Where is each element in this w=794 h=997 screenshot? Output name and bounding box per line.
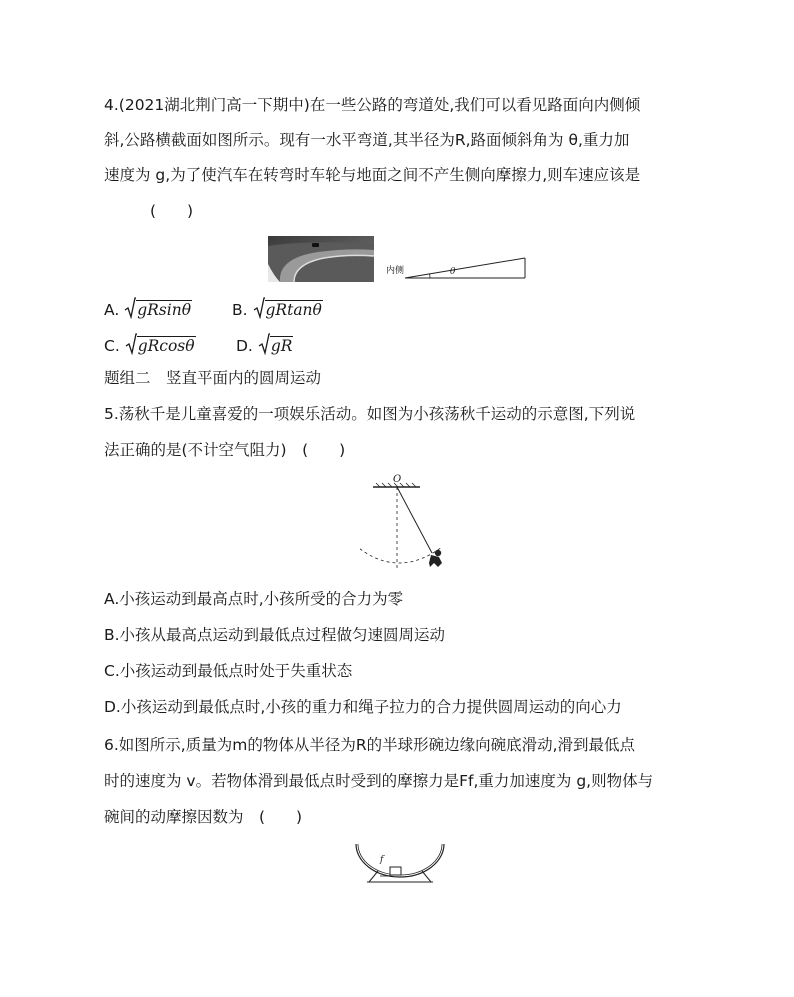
q5-option-a[interactable]: A.小孩运动到最高点时,小孩所受的合力为零: [104, 590, 404, 608]
q4-option-b[interactable]: [232, 297, 323, 324]
q4-option-c[interactable]: [104, 333, 196, 360]
pivot-o-label: O: [393, 474, 402, 485]
option-letter: D.: [236, 337, 253, 355]
q5-line-2: 法正确的是(不计空气阻力) ( ): [104, 441, 346, 459]
hemispherical-bowl-diagram: [350, 840, 450, 885]
option-letter: A.: [104, 301, 120, 319]
q4-line-2: 斜,公路横截面如图所示。现有一水平弯道,其半径为R,路面倾斜角为 θ,重力加: [104, 131, 630, 149]
q6-line-3: 碗间的动摩擦因数为 ( ): [104, 808, 303, 826]
q4-line-1: 4.(2021湖北荆门高一下期中)在一些公路的弯道处,我们可以看见路面向内侧倾: [104, 96, 641, 114]
q6-line-2: 时的速度为 v。若物体滑到最低点时受到的摩擦力是Ff,重力加速度为 g,则物体与: [104, 772, 654, 790]
option-letter: B.: [232, 301, 248, 319]
friction-f-label: f: [380, 855, 384, 865]
option-expression: gRcosθ: [137, 337, 195, 355]
sqrt-icon: [125, 333, 137, 360]
q4-answer-blank: ( ): [150, 202, 194, 220]
q4-option-d[interactable]: [236, 333, 293, 360]
q6-line-1: 6.如图所示,质量为m的物体从半径为R的半球形碗边缘向碗底滑动,滑到最低点: [104, 736, 636, 754]
q5-line-1: 5.荡秋千是儿童喜爱的一项娱乐活动。如图为小孩荡秋千运动的示意图,下列说: [104, 405, 636, 423]
option-expression: gRsinθ: [137, 301, 192, 319]
group-2-heading: 题组二 竖直平面内的圆周运动: [104, 369, 322, 387]
swing-diagram: [360, 475, 460, 575]
sqrt-icon: [124, 297, 136, 324]
inner-side-label: 内侧: [386, 266, 405, 276]
q4-option-a[interactable]: [104, 297, 192, 324]
option-letter: C.: [104, 337, 120, 355]
angle-theta-label: θ: [450, 267, 456, 277]
q5-option-c[interactable]: C.小孩运动到最低点时处于失重状态: [104, 662, 353, 680]
q5-option-d[interactable]: D.小孩运动到最低点时,小孩的重力和绳子拉力的合力提供圆周运动的向心力: [104, 698, 622, 716]
road-curve-photo: [268, 236, 374, 282]
q5-option-b[interactable]: B.小孩从最高点运动到最低点过程做匀速圆周运动: [104, 626, 446, 644]
sqrt-icon: [253, 297, 265, 324]
sqrt-icon: [258, 333, 270, 360]
road-cross-section-diagram: [385, 256, 530, 282]
option-expression: gR: [270, 337, 293, 355]
option-expression: gRtanθ: [265, 301, 322, 319]
q4-line-3: 速度为 g,为了使汽车在转弯时车轮与地面之间不产生侧向摩擦力,则车速应该是: [104, 166, 641, 184]
